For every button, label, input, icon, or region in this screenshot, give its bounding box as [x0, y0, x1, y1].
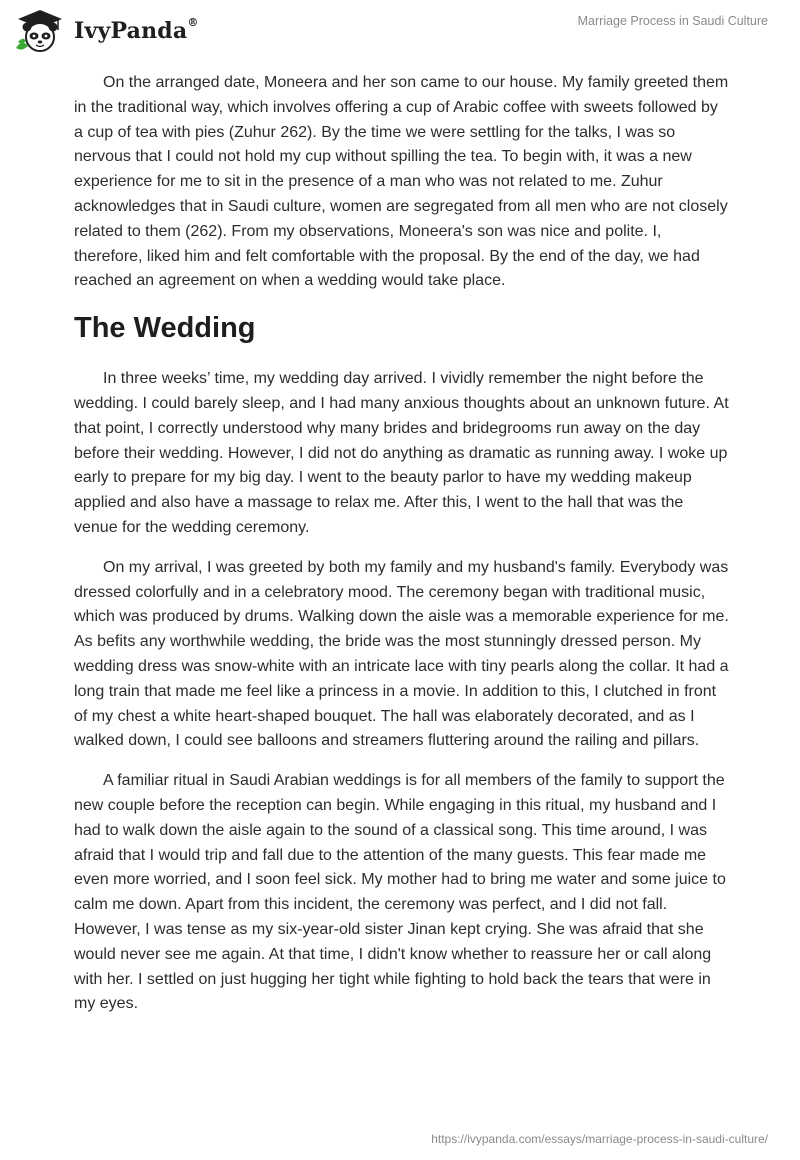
- document-title: Marriage Process in Saudi Culture: [577, 14, 768, 28]
- source-url[interactable]: https://ivypanda.com/essays/marriage-process-in-saudi-culture/: [431, 1132, 768, 1146]
- brand-name: IvyPanda®: [74, 16, 199, 44]
- ivypanda-logo[interactable]: [14, 8, 199, 54]
- essay-content: [74, 71, 729, 1032]
- paragraph-intro: On the arranged date, Moneera and her son came to our house. My family greeted them in the traditional way, which involves offering a cup of Arabic coffee with sweets followed by a cup of tea with pies (Zuhur 262). By the time we were settling for the talks, I was so nervous that I could not hold my cup without spilling the tea. To begin with, it was a new experience for me to sit in the presence of a man who was not related to me. Zuhur acknowledges that in Saudi culture, women are segregated from all men who are not closely related to them (262). From my observations, Moneera's son was nice and polite. I, therefore, liked him and felt comfortable with the proposal. By the end of the day, we had reached an agreement on when a wedding would take place.: [74, 74, 729, 290]
- paragraph-wedding-2: On my arrival, I was greeted by both my family and my husband's family. Everybody was dressed colorfully and in a celebratory mood. The ceremony began with traditional music, which was produced by drums. Walking down the aisle was a memorable experience for me. As befits any worthwhile wedding, the bride was the most stunningly dressed person. My wedding dress was snow-white with an intricate lace with tiny pearls along the collar. It had a long train that made me feel like a princess in a movie. In addition to this, I clutched in front of my chest a white heart-shaped bouquet. The hall was elaborately decorated, and as I walked down, I could see balloons and streamers fluttering around the railing and pillars.: [74, 558, 729, 750]
- paragraph-wedding-3: A familiar ritual in Saudi Arabian weddings is for all members of the family to support the new couple before the reception can begin. While engaging in this ritual, my husband and I had to walk down the aisle again to the sound of a classical song. This time around, I was afraid that I would trip and fall due to the attention of the many guests. This fear made me even more worried, and I soon feel sick. My mother had to bring me water and some juice to calm me down. Apart from this incident, the ceremony was perfect, and I did not fall. However, I was tense as my six-year-old sister Jinan kept crying. She was afraid that she would never see me again. At that time, I didn't know whether to reassure her or call along with her. I settled on just hugging her tight while fighting to hold back the tears that were in my eyes.: [74, 772, 726, 1013]
- page-header: [0, 0, 800, 62]
- paragraph-wedding-1: In three weeks’ time, my wedding day arrived. I vividly remember the night before the wedding. I could barely sleep, and I had many anxious thoughts about an unknown future. At that point, I correctly understood why many brides and bridegrooms run away on the day before their wedding. However, I did not do anything as dramatic as running away. I woke up early to prepare for my big day. I went to the beauty parlor to have my wedding makeup applied and also have a massage to relax me. After this, I went to the hall that was the venue for the wedding ceremony.: [74, 370, 729, 536]
- section-heading: The Wedding: [74, 312, 256, 345]
- panda-graduate-icon: [14, 8, 66, 54]
